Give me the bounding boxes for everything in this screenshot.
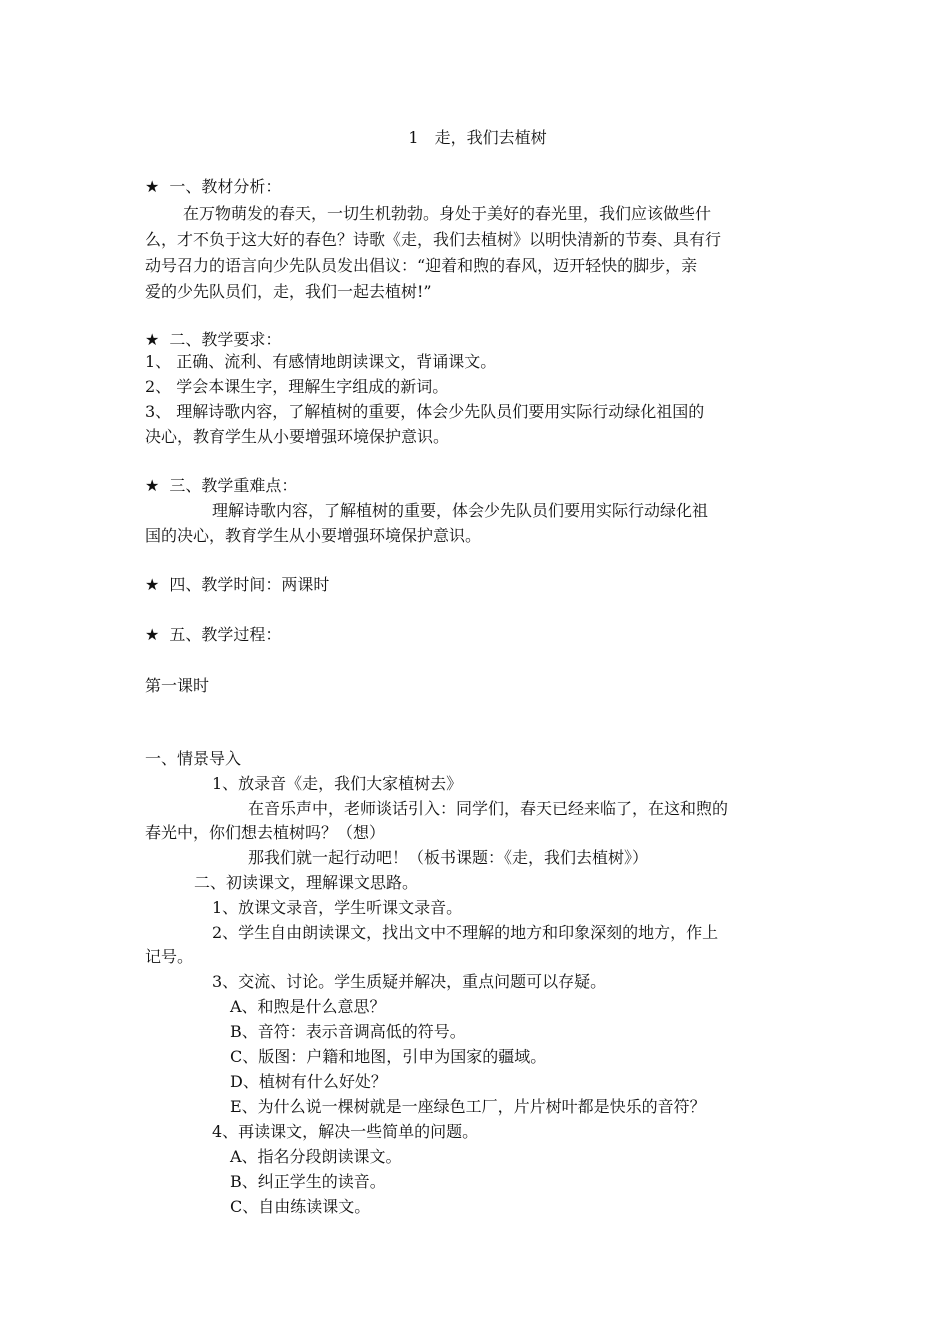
section-heading-time xyxy=(145,573,810,597)
document-page xyxy=(145,0,810,1344)
process-step: B、纠正学生的读音。 xyxy=(230,1172,386,1191)
section-heading-process xyxy=(145,623,810,647)
section-heading-key-points xyxy=(145,474,810,498)
process-step: 2、学生自由朗读课文，找出文中不理解的地方和印象深刻的地方，作上 xyxy=(212,923,719,942)
process-step: A、指名分段朗读课文。 xyxy=(230,1147,402,1166)
analysis-paragraph-line: 动号召力的语言向少先队员发出倡议：“迎着和煦的春风，迈开轻快的脚步，亲 xyxy=(145,256,698,275)
process-step: A、和煦是什么意思？ xyxy=(230,997,386,1016)
section-heading-text: 三、教学重难点： xyxy=(169,476,298,495)
process-step: 春光中，你们想去植树吗？（想） xyxy=(145,823,386,842)
section-heading-analysis xyxy=(145,175,810,199)
section-heading-text: 二、教学要求： xyxy=(169,330,282,349)
process-step: 在音乐声中，老师谈话引入：同学们，春天已经来临了，在这和煦的 xyxy=(248,799,729,818)
key-points-line: 国的决心，教育学生从小要增强环境保护意识。 xyxy=(145,526,482,545)
process-step: 那我们就一起行动吧！（板书课题：《走，我们去植树》） xyxy=(248,848,649,867)
key-points-line: 理解诗歌内容，了解植树的重要，体会少先队员们要用实际行动绿化祖 xyxy=(212,501,709,520)
process-step: B、音符：表示音调高低的符号。 xyxy=(230,1022,466,1041)
section-heading-text: 一、教材分析： xyxy=(169,177,282,196)
process-step: 3、交流、讨论。学生质疑并解决，重点问题可以存疑。 xyxy=(212,972,607,991)
section-heading-requirements xyxy=(145,328,810,352)
process-step: 二、初读课文，理解课文思路。 xyxy=(194,873,419,892)
process-step: 一、情景导入 xyxy=(145,749,242,768)
requirement-item: 决心，教育学生从小要增强环境保护意识。 xyxy=(145,427,450,446)
star-icon: ★ xyxy=(145,625,160,644)
requirement-item: 1、 正确、流利、有感情地朗读课文，背诵课文。 xyxy=(145,352,497,371)
process-step: D、植树有什么好处？ xyxy=(230,1072,387,1091)
process-step: 4、再读课文，解决一些简单的问题。 xyxy=(212,1122,479,1141)
star-icon: ★ xyxy=(145,575,160,594)
analysis-paragraph-line: 么，才不负于这大好的春色？诗歌《走，我们去植树》以明快清新的节奏、具有行 xyxy=(145,230,722,249)
process-step: 1、放课文录音，学生听课文录音。 xyxy=(212,898,463,917)
requirement-item: 2、 学会本课生字，理解生字组成的新词。 xyxy=(145,377,449,396)
section-heading-text: 五、教学过程： xyxy=(169,625,282,644)
section-heading-text: 四、教学时间：两课时 xyxy=(169,575,330,594)
star-icon: ★ xyxy=(145,177,160,196)
star-icon: ★ xyxy=(145,476,160,495)
document-title: 1 走，我们去植树 xyxy=(408,128,547,147)
star-icon: ★ xyxy=(145,330,160,349)
process-step: 1、放录音《走，我们大家植树去》 xyxy=(212,774,463,793)
process-step: C、自由练读课文。 xyxy=(230,1197,371,1216)
analysis-paragraph-line: 爱的少先队员们，走，我们一起去植树!” xyxy=(145,282,432,301)
process-step: 记号。 xyxy=(145,947,194,966)
process-step: E、为什么说一棵树就是一座绿色工厂，片片树叶都是快乐的音符？ xyxy=(230,1097,706,1116)
requirement-item: 3、 理解诗歌内容，了解植树的重要，体会少先队员们要用实际行动绿化祖国的 xyxy=(145,402,705,421)
lesson-label: 第一课时 xyxy=(145,676,210,695)
process-step: C、版图：户籍和地图，引申为国家的疆域。 xyxy=(230,1047,547,1066)
analysis-paragraph-line: 在万物萌发的春天，一切生机勃勃。身处于美好的春光里，我们应该做些什 xyxy=(183,204,712,223)
